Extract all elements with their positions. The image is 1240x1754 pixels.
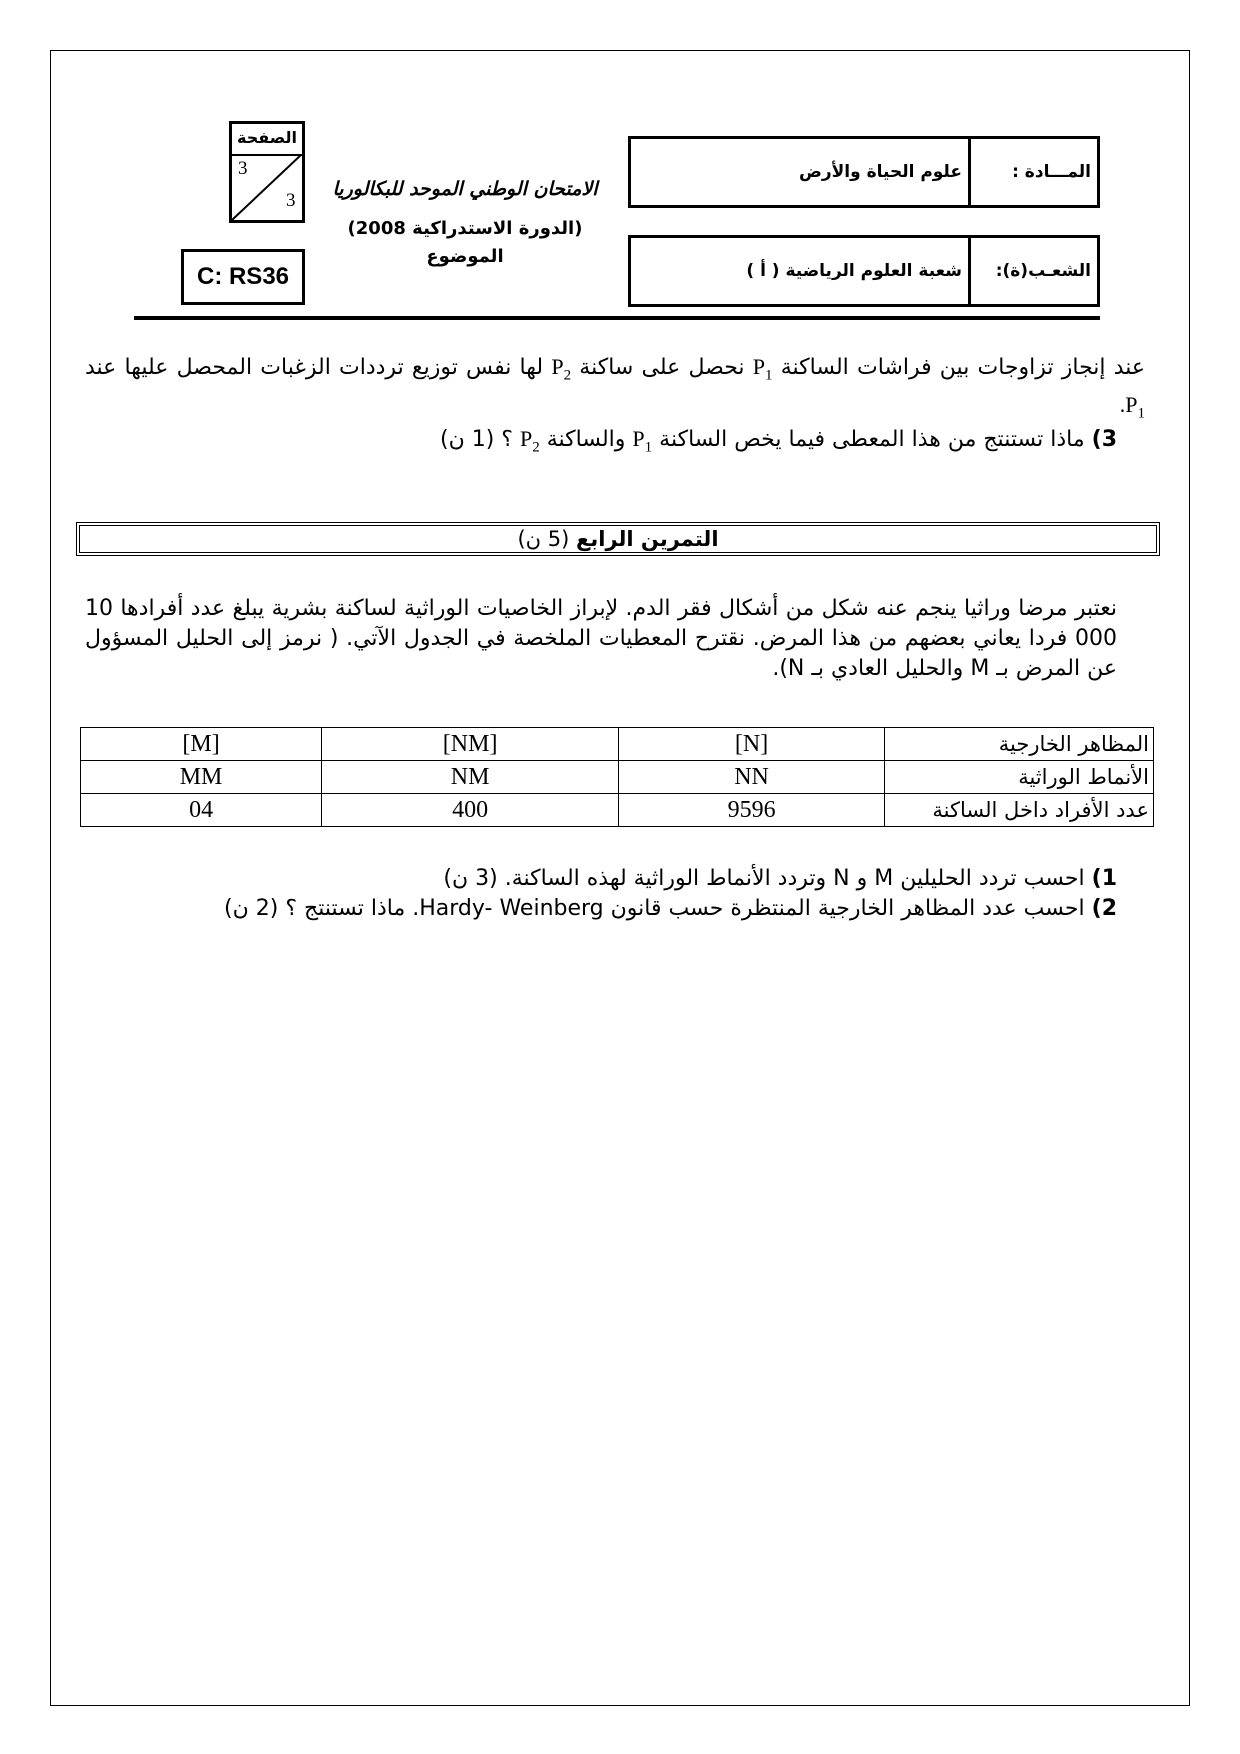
row-header: عدد الأفراد داخل الساكنة (885, 794, 1154, 827)
table-cell: [NM] (322, 728, 619, 761)
intro-text-b: نحصل على ساكنة (579, 355, 745, 380)
table-cell: 04 (81, 794, 322, 827)
p1-end-symbol: $P_1$. (1119, 392, 1145, 422)
table-cell: NM (322, 761, 619, 794)
page-label: الصفحة (232, 124, 302, 156)
exercise-paragraph: نعتبر مرضا وراثيا ينجم عنه شكل من أشكال فقر الدم. لإبراز الخاصيات الوراثية لساكنة بشرية يبلغ عدد أفرادها 10 000 فردا يعاني بعضهم من هذا المرض. نقترح المعطيات الملخصة في الجدول الآتي. ( نرمز إلى الحليل المسؤول عن المرض بـ M والحليل العادي بـ N). (85, 596, 1117, 681)
exam-title: الامتحان الوطني الموحد للبكالوريا (332, 178, 598, 200)
p1-sub: 1 (765, 367, 773, 384)
subject-box (628, 136, 1100, 208)
q3-p2 (519, 426, 540, 456)
intro-text-a: عند إنجاز تزاوجات بين فراشات الساكنة (780, 355, 1146, 380)
q3-p1-letter: P (632, 426, 645, 451)
q3-text-b: والساكنة (546, 427, 626, 452)
intro-text-c: لها نفس توزيع ترددات الزغبات المحصل عليها عند (85, 355, 544, 380)
q1-text: احسب تردد الحليلين M و N وتردد الأنماط الوراثية لهذه الساكنة. (3 ن) (443, 866, 1085, 891)
exercise-title (76, 522, 1160, 556)
q3-p1-sub: 1 (644, 439, 653, 456)
exercise-title-bold: التمرين الرابع (576, 527, 719, 551)
page-current: 3 (238, 158, 248, 179)
q2-number: 2) (1091, 896, 1117, 921)
table-cell: NN (619, 761, 885, 794)
q3-number: 3) (1091, 427, 1117, 452)
table-cell: 400 (322, 794, 619, 827)
branch-box (628, 235, 1100, 307)
exam-code: C: RS36 (181, 249, 305, 305)
table-cell: [N] (619, 728, 885, 761)
p2-letter: P (551, 354, 564, 379)
row-header: الأنماط الوراثية (885, 761, 1154, 794)
page-total: 3 (286, 190, 296, 211)
subject-value: علوم الحياة والأرض (798, 162, 962, 182)
q1-number: 1) (1091, 866, 1117, 891)
question-2 (85, 894, 1117, 924)
q3-p2-sub: 2 (532, 439, 540, 456)
p2-symbol (551, 354, 572, 384)
q2-text: احسب عدد المظاهر الخارجية المنتظرة حسب قانون Hardy- Weinberg. ماذا تستنتج ؟ (2 ن) (224, 896, 1085, 921)
table-cell: 9596 (619, 794, 885, 827)
table-cell: [M] (81, 728, 322, 761)
genotype-table (80, 727, 1154, 827)
subject-word: الموضوع (426, 246, 504, 267)
table-cell: MM (81, 761, 322, 794)
p2-sub: 2 (563, 367, 572, 384)
table-row (81, 794, 1154, 827)
header-rule (134, 316, 1100, 320)
exam-session: (الدورة الاستدراكية 2008) (347, 218, 583, 239)
table-row (81, 728, 1154, 761)
q3-text-a: ماذا تستنتج من هذا المعطى فيما يخص الساكنة (659, 427, 1085, 452)
intro-paragraph (85, 352, 1145, 429)
branch-key: الشعـب(ة): (968, 238, 1097, 304)
question-3 (85, 424, 1117, 462)
table-row (81, 761, 1154, 794)
p1-end-letter: P (1125, 392, 1138, 418)
q3-p1 (632, 426, 653, 456)
subject-key: المـــادة : (968, 139, 1097, 205)
q3-text-c: ؟ (1 ن) (439, 427, 513, 452)
q3-p2-letter: P (519, 426, 533, 451)
question-1 (85, 864, 1117, 894)
page-number-box (229, 121, 305, 223)
p1-symbol (752, 354, 773, 384)
branch-value: شعبة العلوم الرياضية ( أ ) (746, 261, 962, 281)
exercise-title-points: (5 ن) (517, 527, 570, 551)
p1-end-sub: 1 (1137, 405, 1145, 422)
p1-letter: P (752, 354, 766, 379)
row-header: المظاهر الخارجية (885, 728, 1154, 761)
